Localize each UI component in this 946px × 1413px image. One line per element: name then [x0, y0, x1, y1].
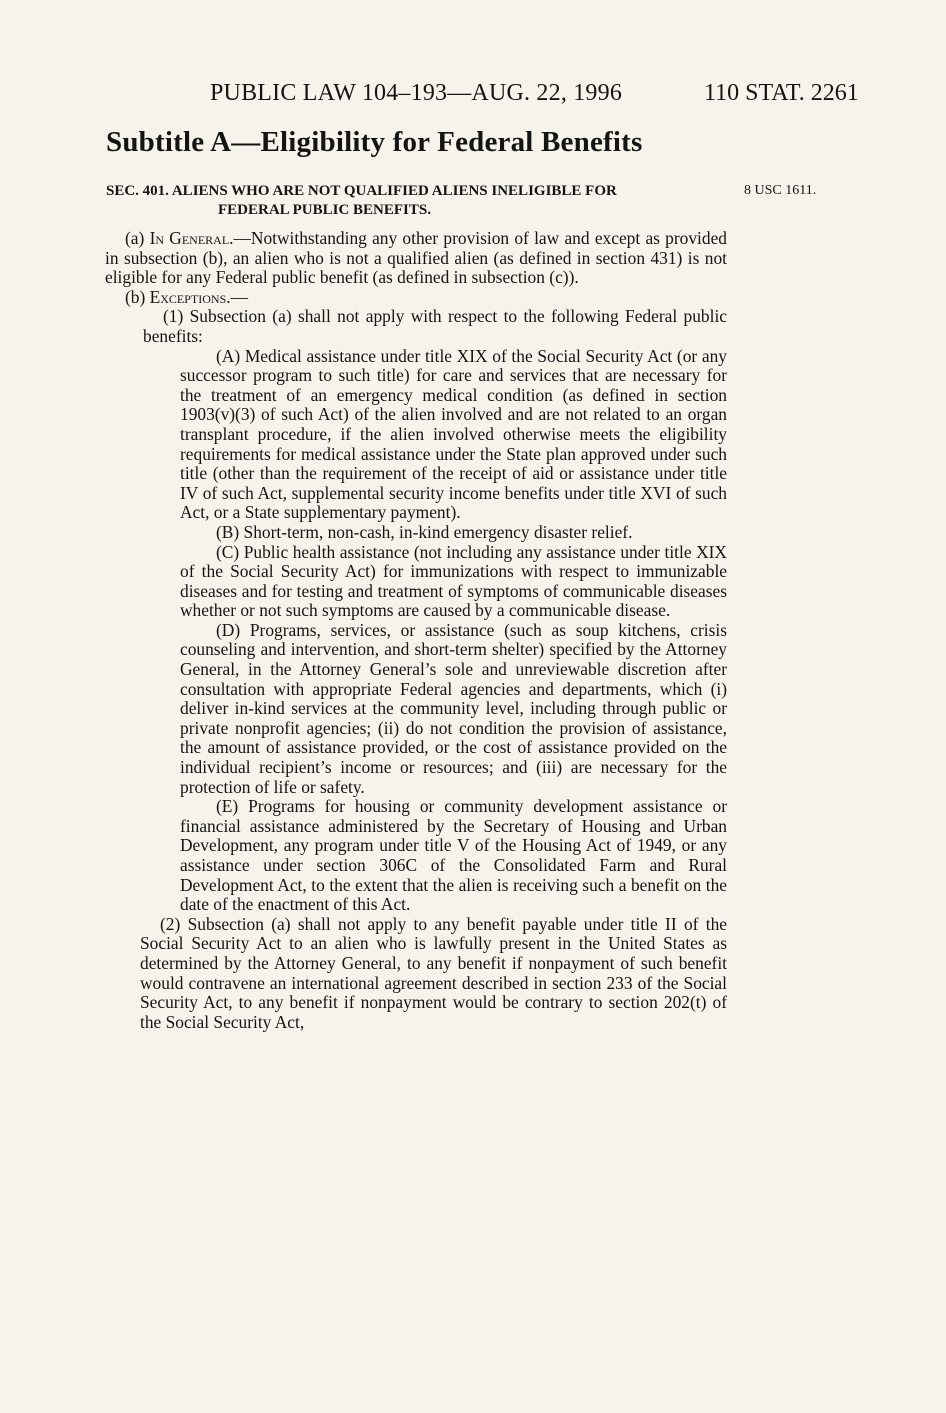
usc-margin-note: 8 USC 1611. [744, 183, 817, 198]
section-heading-line2: FEDERAL PUBLIC BENEFITS. [218, 202, 431, 218]
subsection-a-label: (a) [125, 228, 150, 248]
subparagraph-B: (B) Short-term, non-cash, in-kind emergency disaster relief. [216, 521, 633, 542]
subsection-b [105, 288, 727, 308]
subsection-a [105, 229, 727, 288]
subsection-b-heading: Exceptions [149, 286, 227, 307]
paragraph-b1: (1) Subsection (a) shall not apply with respect to the following Federal public benefits: [143, 306, 727, 346]
section-heading-line1: SEC. 401. ALIENS WHO ARE NOT QUALIFIED ALIENS INELIGIBLE FOR [106, 183, 617, 199]
subsection-a-text: .—Notwithstanding any other provision of law and except as provided in subsection (b), an alien who is not a qualified alien (as defined in section 431) is not eligible for any Federal public benefit (as defined in subsection (c)). [105, 228, 727, 288]
stat-page-number: 110 STAT. 2261 [704, 80, 859, 106]
subparagraph-C: (C) Public health assistance (not including any assistance under title XIX of the Social Security Act) for immunizations with respect to immunizable diseases and for testing and treatment of symptoms of communicable diseases whether or not such symptoms are caused by a communicable disease. [180, 541, 727, 621]
subparagraph-A: (A) Medical assistance under title XIX of the Social Security Act (or any successor program to such title) for care and services that are necessary for the treatment of an emergency medical condition (as defined in section 1903(v)(3) of such Act) of the alien involved and are not related to an organ transplant procedure, if the alien involved otherwise meets the eligibility requirements for medical assistance under the State plan approved under such title (other than the requirement of the receipt of aid or assistance under title IV of such Act, supplemental security income benefits under title XVI of such Act, or a State supplementary payment). [180, 345, 727, 523]
section-body [105, 229, 727, 1032]
subparagraph-D: (D) Programs, services, or assistance (such as soup kitchens, crisis counseling and intervention, and short-term shelter) specified by the Attorney General, in the Attorney General’s sole and unreviewable discretion after consultation with appropriate Federal agencies and departments, which (i) deliver in-kind services at the community level, including through public or private nonprofit agencies; (ii) do not condition the provision of assistance, the amount of assistance provided, or the cost of assistance provided on the individual recipient’s income or resources; and (iii) are necessary for the protection of life or safety. [180, 619, 727, 797]
subsection-b-dash: .— [226, 286, 249, 307]
section-heading [106, 182, 726, 220]
subsection-b-label: (b) [125, 286, 150, 307]
subparagraph-E: (E) Programs for housing or community development assistance or financial assistance administered by the Secretary of Housing and Urban Development, any program under title V of the Housing Act of 1949, or any assistance under section 306C of the Consolidated Farm and Rural Development Act, to the extent that the alien is receiving such a benefit on the date of the enactment of this Act. [180, 796, 727, 915]
subsection-a-heading: In General [149, 228, 230, 248]
running-header: PUBLIC LAW 104–193—AUG. 22, 1996 [210, 80, 623, 106]
subtitle-heading: Subtitle A—Eligibility for Federal Benefits [106, 126, 643, 158]
paragraph-b2: (2) Subsection (a) shall not apply to any benefit payable under title II of the Social Security Act to an alien who is lawfully present in the United States as determined by the Attorney General, to any benefit if nonpayment of such benefit would contravene an international agreement described in section 233 of the Social Security Act, to any benefit if nonpayment would be contrary to section 202(t) of the Social Security Act, [140, 913, 727, 1032]
